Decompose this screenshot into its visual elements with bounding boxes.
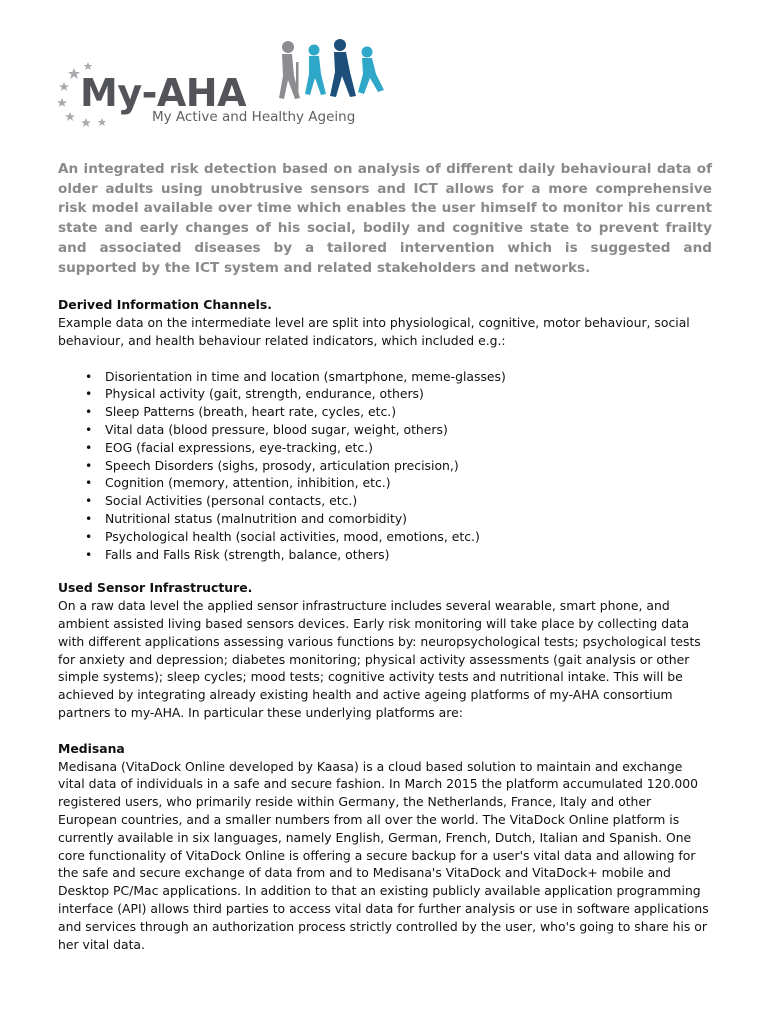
intro-paragraph: An integrated risk detection based on analysis of different daily behavioural data of older adults using unobtrusive sensors and ICT allows for a more comprehensive risk model available over time which enables the user himself to monitor his current state and early changes of his social, bodily and cognitive state to prevent frailty and associated diseases by a tailored intervention which is suggested and supported by the ICT system and related stakeholders and networks.: [58, 161, 712, 276]
list-item: • Cognition (memory, attention, inhibition, etc.): [105, 474, 712, 492]
list-item: • Falls and Falls Risk (strength, balance, others): [105, 546, 712, 564]
derived-section: [58, 296, 712, 563]
medisana-heading: Medisana: [58, 740, 125, 756]
list-item: • Physical activity (gait, strength, endurance, others): [105, 385, 712, 403]
list-item: • Disorientation in time and location (smartphone, meme-glasses): [105, 368, 712, 386]
medisana-text: Medisana (VitaDock Online developed by Kaasa) is a cloud based solution to maintain and exchange vital data of individuals in a safe and secure fashion. In March 2015 the platform accumulated 120.000 registered users, who primarily reside within Germany, the Netherlands, France, Italy and other European countries, and a smaller numbers from all over the world. The VitaDock Online platform is currently available in six languages, namely English, German, French, Dutch, Italian and Spanish. One core functionality of VitaDock Online is offering a secure backup for a user's vital data and allowing for the safe and secure exchange of data from and to Medisana's VitaDock and VitaDock+ mobile and Desktop PC/Mac applications. In addition to that an existing publicly available application programming interface (API) allows third parties to access vital data for further analysis or use in software applications and services through an authorization process strictly controlled by the user, who's going to share his or her vital data.: [58, 758, 709, 952]
sensor-section: [58, 579, 712, 721]
list-item: • EOG (facial expressions, eye-tracking, etc.): [105, 439, 712, 457]
document-body: [58, 160, 712, 953]
list-item: • Sleep Patterns (breath, heart rate, cycles, etc.): [105, 403, 712, 421]
sensor-heading: Used Sensor Infrastructure.: [58, 580, 253, 596]
derived-heading: Derived Information Channels.: [58, 297, 272, 313]
list-item: • Social Activities (personal contacts, etc.): [105, 492, 712, 510]
derived-text: Example data on the intermediate level are split into physiological, cognitive, motor behaviour, social behaviour, and health behaviour related indicators, which included e.g.:: [58, 315, 690, 348]
my-aha-logo: [52, 38, 397, 130]
list-item: • Vital data (blood pressure, blood sugar, weight, others): [105, 421, 712, 439]
walking-figures-icon: [274, 38, 394, 118]
list-item: • Psychological health (social activities, mood, emotions, etc.): [105, 528, 712, 546]
list-item: • Speech Disorders (sighs, prosody, articulation precision,): [105, 457, 712, 475]
indicator-list: [58, 368, 712, 564]
medisana-section: [58, 740, 712, 954]
logo-subtitle: My Active and Healthy Ageing: [152, 109, 356, 125]
list-item: • Nutritional status (malnutrition and comorbidity): [105, 510, 712, 528]
sensor-text: On a raw data level the applied sensor infrastructure includes several wearable, smart phone, and ambient assisted living based sensors devices. Early risk monitoring will take place by collecting data with different applications assessing various functions by: neuropsychological tests; psychological tests for anxiety and depression; diabetes monitoring; physical activity assessments (gait analysis or other simple systems); sleep cycles; mood tests; cognitive activity tests and nutritional intake. This will be achieved by integrating already existing health and active ageing platforms of my-AHA consortium partners to my-AHA. In particular these underlying platforms are:: [58, 598, 701, 720]
logo-title: My-AHA: [80, 71, 246, 115]
